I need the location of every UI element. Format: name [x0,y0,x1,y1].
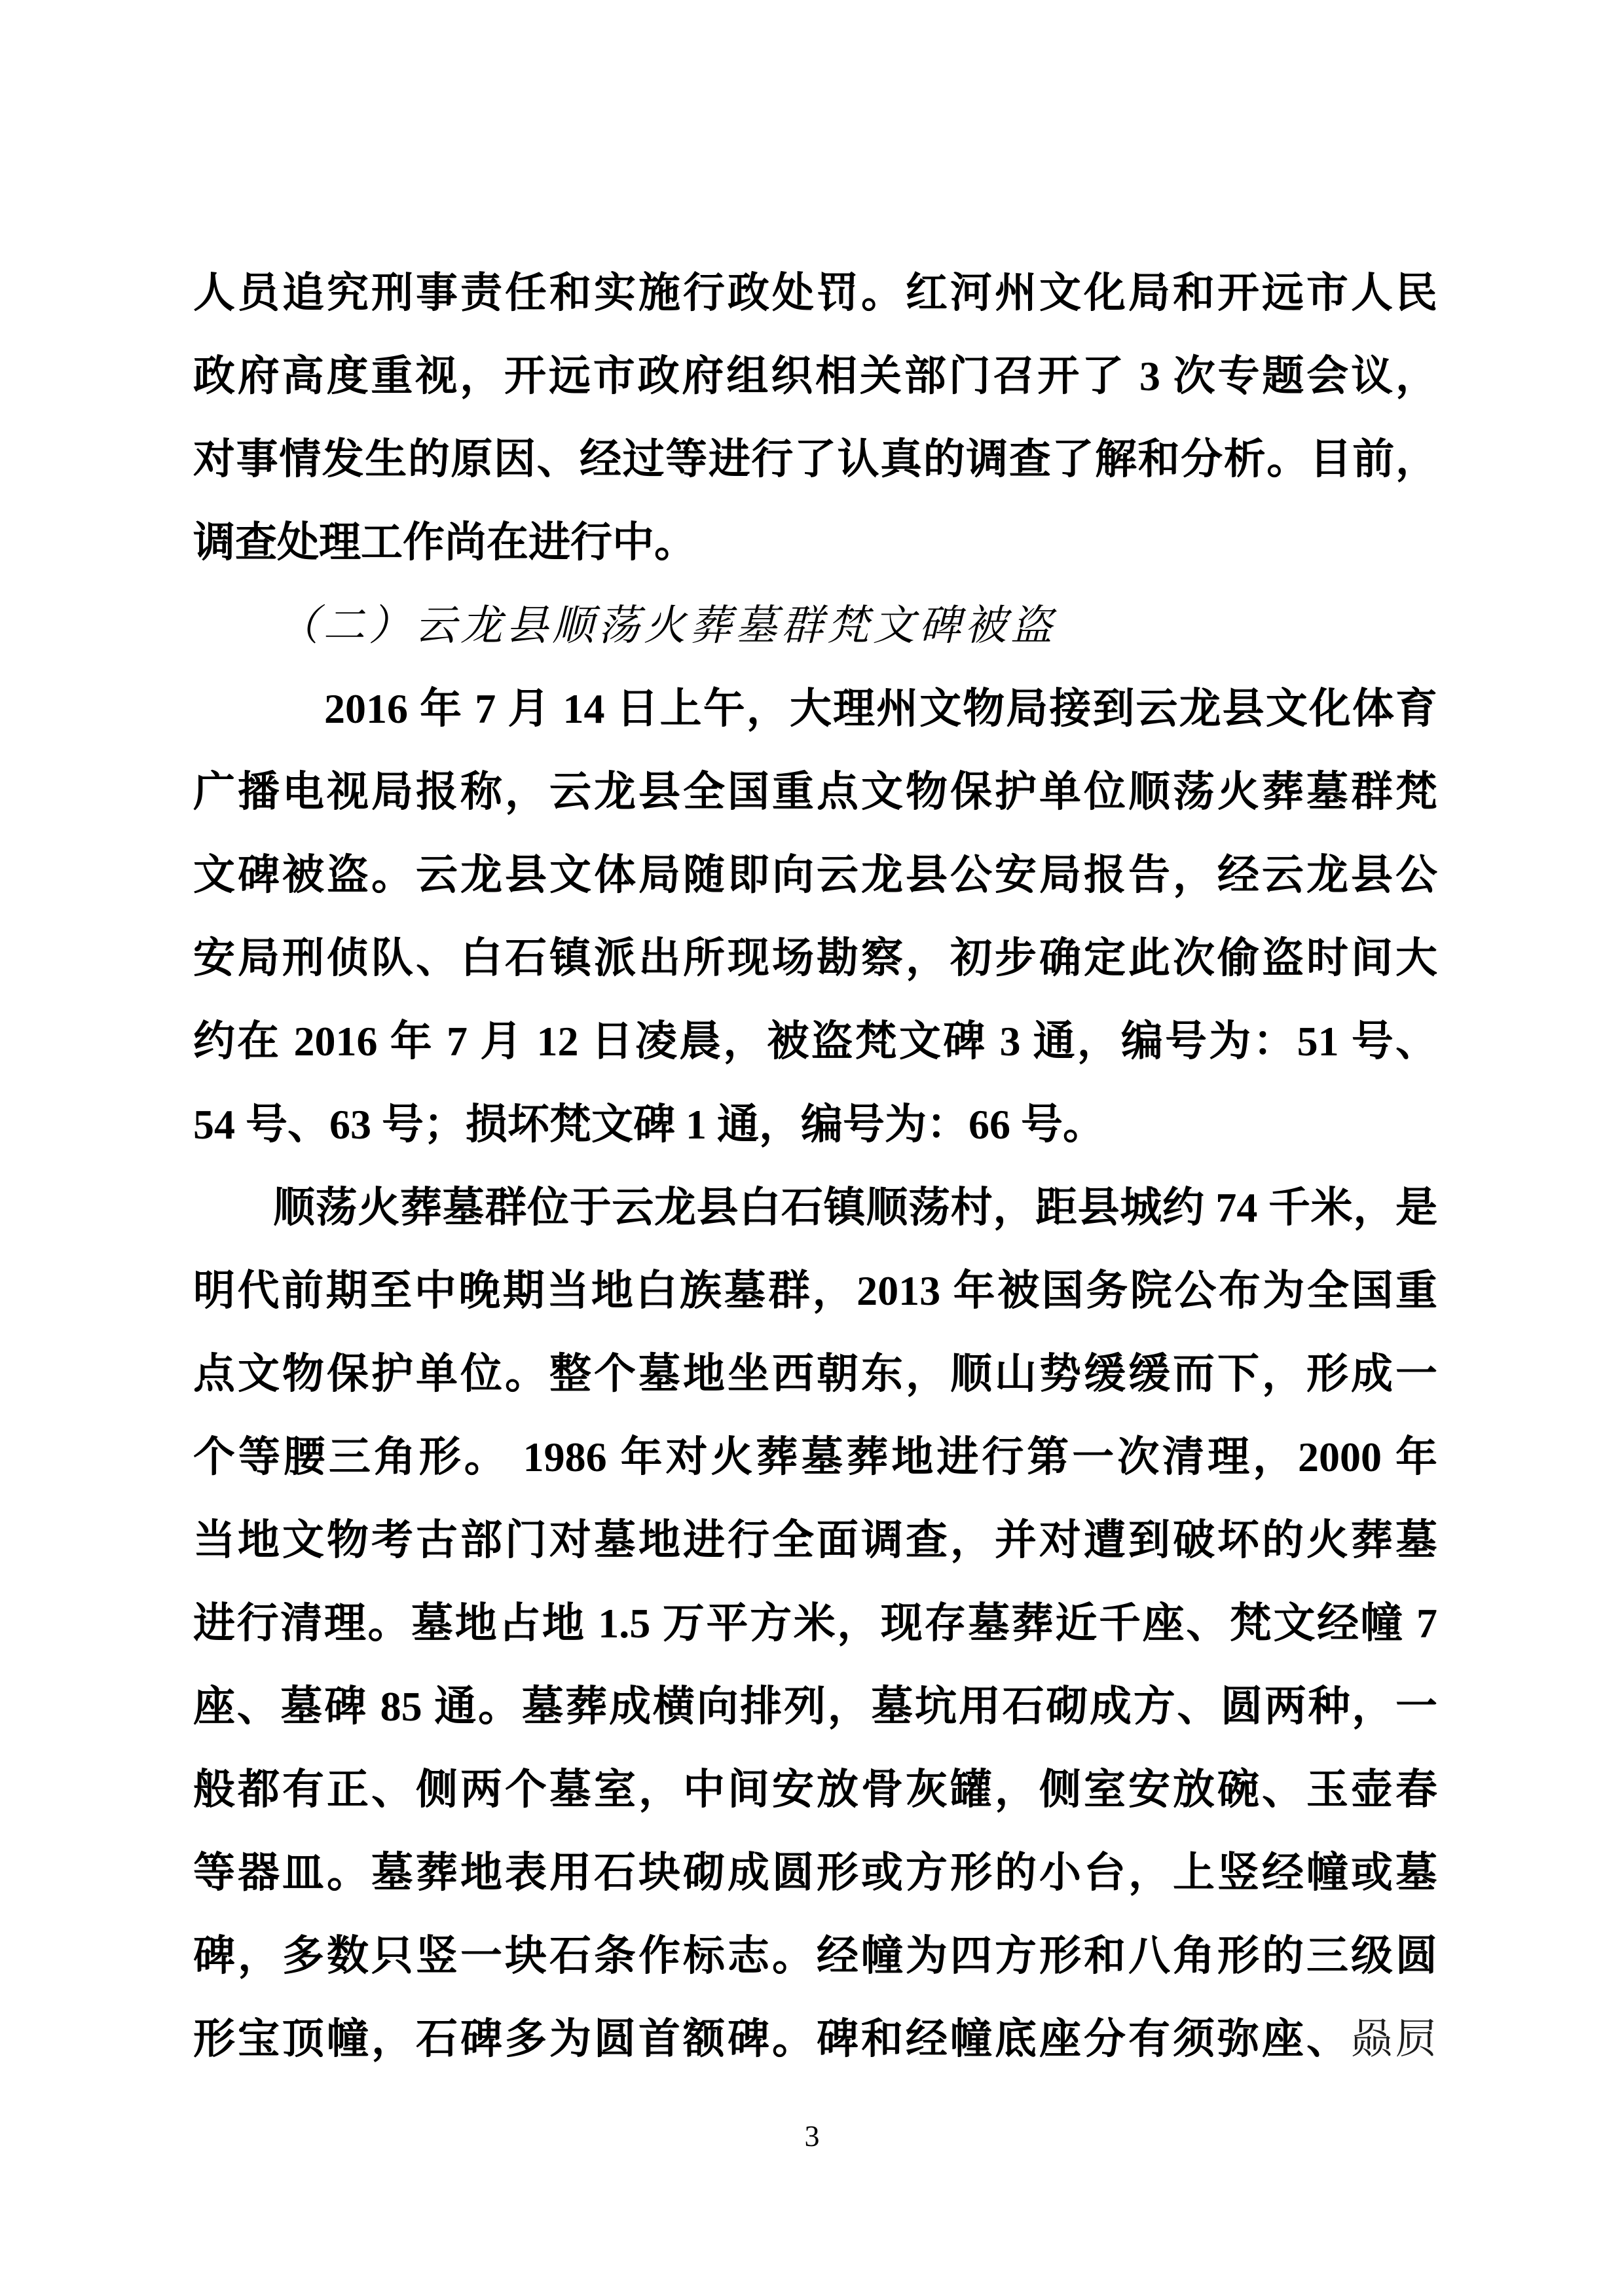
text-line: 顺荡火葬墓群位于云龙县白石镇顺荡村，距县城约 74 千米，是 [273,1184,1437,1231]
text-line: 政府高度重视，开远市政府组织相关部门召开了 3 次专题会议， [193,353,1437,399]
text-line: 等器皿。墓葬地表用石块砌成圆形或方形的小台，上竖经幢或墓 [193,1850,1437,1896]
fallback-font-characters: 赑屃 [1351,2015,1437,2064]
text-line: 个等腰三角形。 1986 年对火葬墓葬地进行第一次清理，2000 年 [193,1434,1437,1480]
text-line: 调查处理工作尚在进行中。 [193,519,696,566]
text-line: 对事情发生的原因、经过等进行了认真的调查了解和分析。目前， [193,436,1437,483]
text-line: 广播电视局报称，云龙县全国重点文物保护单位顺荡火葬墓群梵 [193,769,1437,815]
text-line: 座、墓碑 85 通。墓葬成横向排列，墓坑用石砌成方、圆两种，一 [193,1683,1437,1730]
text-segment: 形宝顶幢，石碑多为圆首额碑。碑和经幢底座分有须弥座、 [193,2016,1351,2062]
text-line: 明代前期至中晚期当地白族墓群，2013 年被国务院公布为全国重 [193,1267,1437,1314]
page-number: 3 [804,2119,820,2153]
text-line: 54 号、63 号；损坏梵文碑 1 通，编号为：66 号。 [193,1101,1105,1148]
text-line [193,1997,1437,2081]
text-line: 进行清理。墓地占地 1.5 万平方米，现存墓葬近千座、梵文经幢 7 [193,1600,1437,1647]
text-line: 点文物保护单位。整个墓地坐西朝东，顺山势缓缓而下，形成一 [193,1351,1437,1397]
text-line: 约在 2016 年 7 月 12 日凌晨，被盗梵文碑 3 通，编号为：51 号、 [193,1018,1437,1065]
text-line: 文碑被盗。云龙县文体局随即向云龙县公安局报告，经云龙县公 [193,852,1437,898]
text-line: 当地文物考古部门对墓地进行全面调查，并对遭到破坏的火葬墓 [193,1517,1437,1563]
body-text [193,251,1437,2081]
text-line: 般都有正、侧两个墓室，中间安放骨灰罐，侧室安放碗、玉壶春 [193,1766,1437,1813]
text-line: 2016 年 7 月 14 日上午，大理州文物局接到云龙县文化体育 [324,685,1437,732]
text-line: 安局刑侦队、白石镇派出所现场勘察，初步确定此次偷盗时间大 [193,935,1437,981]
text-line: 人员追究刑事责任和实施行政处罚。红河州文化局和开远市人民 [193,270,1437,316]
section-heading: （二）云龙县顺荡火葬墓群梵文碑被盗 [277,602,1056,649]
text-line: 碑，多数只竖一块石条作标志。经幢为四方形和八角形的三级圆 [193,1933,1437,1979]
